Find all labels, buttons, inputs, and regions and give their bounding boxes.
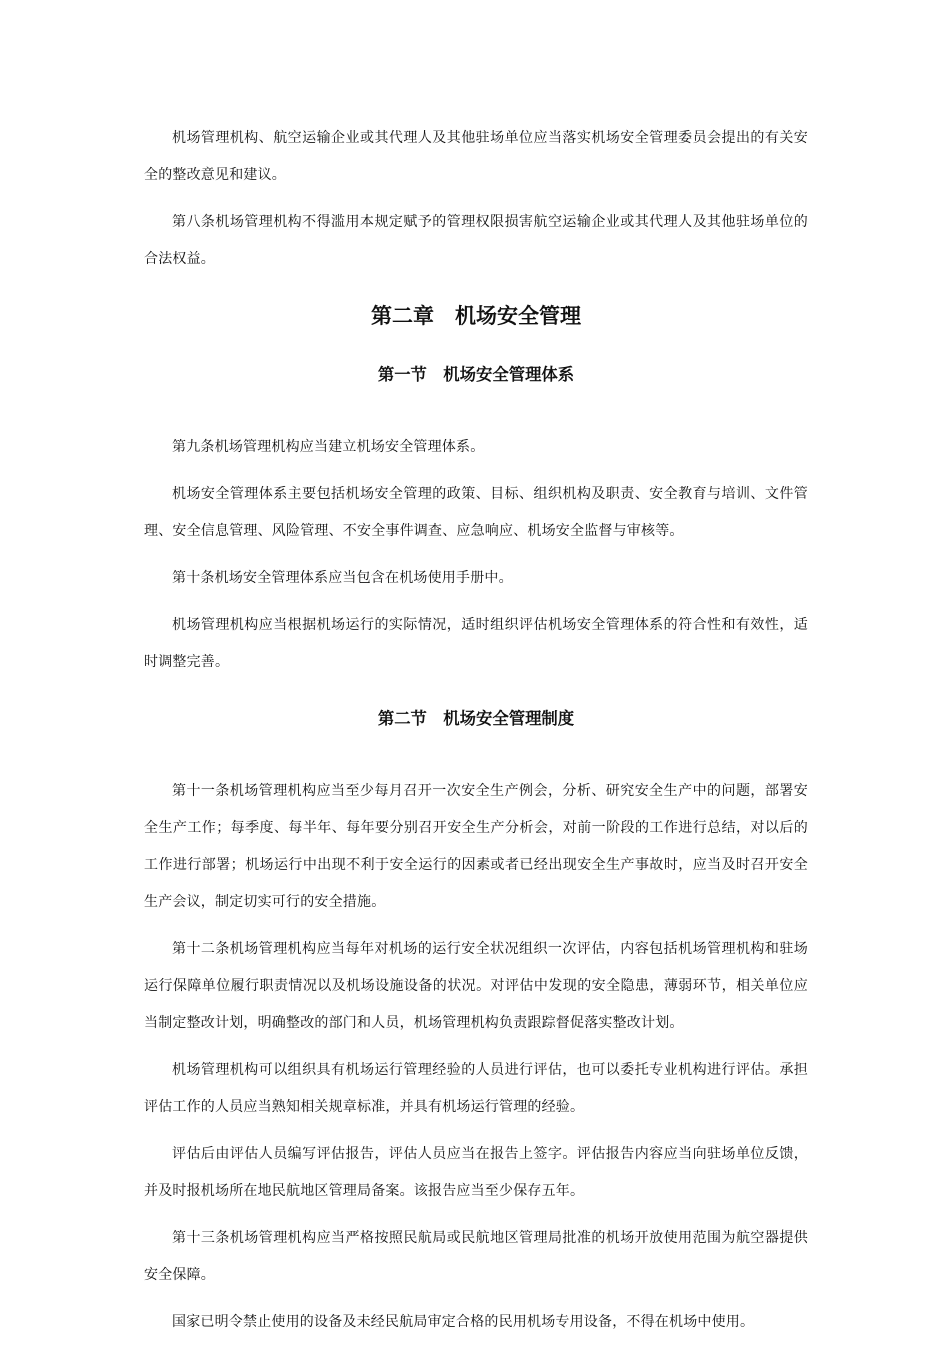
paragraph-article-12: 第十二条机场管理机构应当每年对机场的运行安全状况组织一次评估，内容包括机场管理机构和驻场运行保障单位履行职责情况以及机场设施设备的状况。对评估中发现的安全隐患，薄弱环节，相关单位应当制定整改计划，明确整改的部门和人员，机场管理机构负责跟踪督促落实整改计划。 <box>144 941 808 1031</box>
section-2-heading: 第二节 机场安全管理制度 <box>377 709 575 728</box>
paragraph: 机场管理机构、航空运输企业或其代理人及其他驻场单位应当落实机场安全管理委员会提出的有关安全的整改意见和建议。 <box>144 130 808 183</box>
section-1-heading: 第一节 机场安全管理体系 <box>377 365 575 384</box>
paragraph: 机场安全管理体系主要包括机场安全管理的政策、目标、组织机构及职责、安全教育与培训、文件管理、安全信息管理、风险管理、不安全事件调查、应急响应、机场安全监督与审核等。 <box>144 486 808 539</box>
paragraph: 评估后由评估人员编写评估报告，评估人员应当在报告上签字。评估报告内容应当向驻场单位反馈，并及时报机场所在地民航地区管理局备案。该报告应当至少保存五年。 <box>144 1146 808 1199</box>
paragraph: 机场管理机构可以组织具有机场运行管理经验的人员进行评估，也可以委托专业机构进行评估。承担评估工作的人员应当熟知相关规章标准，并具有机场运行管理的经验。 <box>144 1062 808 1115</box>
paragraph-article-8: 第八条机场管理机构不得滥用本规定赋予的管理权限损害航空运输企业或其代理人及其他驻场单位的合法权益。 <box>144 214 808 267</box>
document-body <box>144 120 808 1351</box>
paragraph-article-10: 第十条机场安全管理体系应当包含在机场使用手册中。 <box>172 570 513 586</box>
paragraph: 机场管理机构应当根据机场运行的实际情况，适时组织评估机场安全管理体系的符合性和有效性，适时调整完善。 <box>144 617 808 670</box>
chapter-heading: 第二章 机场安全管理 <box>371 303 581 328</box>
paragraph-article-9: 第九条机场管理机构应当建立机场安全管理体系。 <box>172 439 485 455</box>
paragraph-article-11: 第十一条机场管理机构应当至少每月召开一次安全生产例会，分析、研究安全生产中的问题，部署安全生产工作；每季度、每半年、每年要分别召开安全生产分析会，对前一阶段的工作进行总结，对以后的工作进行部署；机场运行中出现不利于安全运行的因素或者已经出现安全生产事故时，应当及时召开安全生产会议，制定切实可行的安全措施。 <box>144 783 808 910</box>
paragraph: 国家已明令禁止使用的设备及未经民航局审定合格的民用机场专用设备，不得在机场中使用。 <box>172 1314 755 1330</box>
paragraph-article-13: 第十三条机场管理机构应当严格按照民航局或民航地区管理局批准的机场开放使用范围为航空器提供安全保障。 <box>144 1230 808 1283</box>
